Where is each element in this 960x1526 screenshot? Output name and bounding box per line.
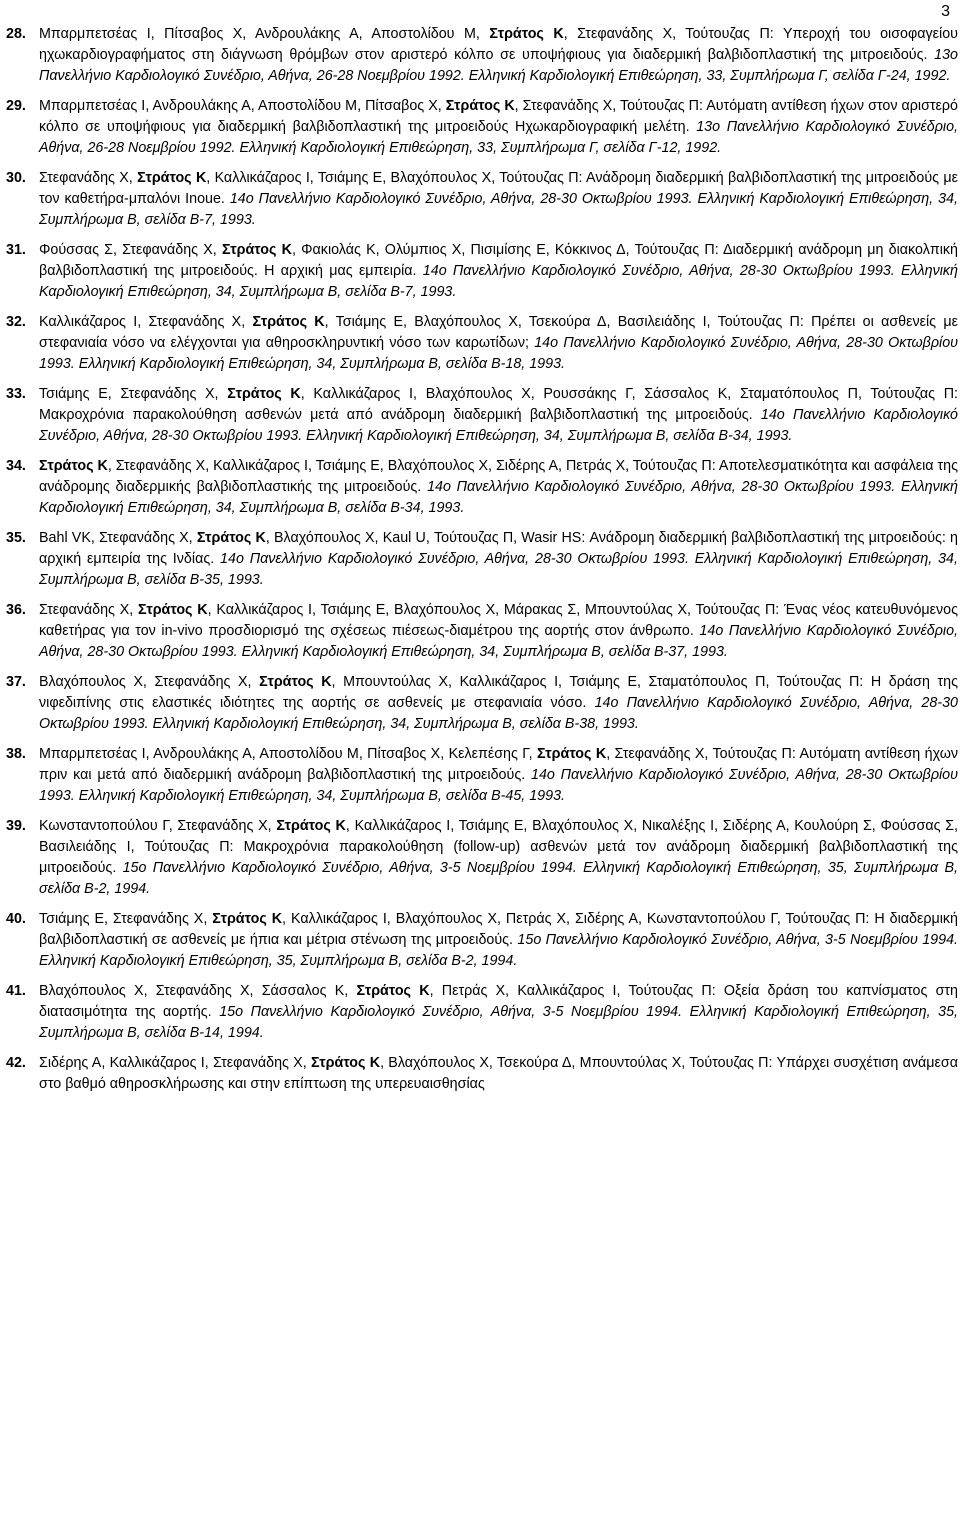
- reference-entry: [0, 981, 958, 1044]
- reference-authors: Μπαρμπετσέας Ι, Πίτσαβος Χ, Ανδρουλάκης Α, Αποστολίδου Μ,: [39, 26, 490, 42]
- reference-citation: 13ο Πανελλήνιο Καρδιολογικό Συνέδριο, Αθήνα, 26-28 Νοεμβρίου 1992. Ελληνική Καρδιολογική Επιθεώρηση, 33, Συμπλήρωμα Γ, σελίδα Γ-12, 1992.: [39, 119, 958, 156]
- reference-entry: [0, 816, 958, 900]
- reference-text: [39, 26, 958, 84]
- reference-authors: Τσιάμης Ε, Στεφανάδης Χ,: [39, 911, 213, 927]
- reference-highlighted-author: Στράτος Κ: [356, 983, 430, 999]
- reference-authors: Βλαχόπουλος Χ, Στεφανάδης Χ,: [39, 674, 260, 690]
- reference-title: , Τσιάμης Ε, Βλαχόπουλος Χ, Τσεκούρα Δ, Βασιλειάδης Ι, Τούτουζας Π: Πρέπει οι ασθενείς με στεφανιαία νόσο να ελέγχονται για αθηροσκληρυντική νόσο των καρωτίδων;: [39, 314, 958, 351]
- reference-entry: [0, 600, 958, 663]
- reference-highlighted-author: Στράτος Κ: [196, 530, 266, 546]
- reference-citation: 14ο Πανελλήνιο Καρδιολογικό Συνέδριο, Αθήνα, 28-30 Οκτωβρίου 1993. Ελληνική Καρδιολογική Επιθεώρηση, 34, Συμπλήρωμα Β, σελίδα Β-38, 1993.: [39, 695, 958, 732]
- reference-title: , Καλλικάζαρος Ι, Τσιάμης Ε, Βλαχόπουλος Χ, Νικαλέξης Ι, Σιδέρης Α, Κουλούρη Σ, Φούσσας Σ, Βασιλειάδης Ι, Τούτουζας Π: Μακροχρόνια παρακολούθηση (follow-up) ασθενών μετά τον ανάδρομη διαδερμική βαλβιδοπλαστική της μιτροειδούς.: [39, 818, 959, 876]
- reference-citation: 14ο Πανελλήνιο Καρδιολογικό Συνέδριο, Αθήνα, 28-30 Οκτωβρίου 1993. Ελληνική Καρδιολογική Επιθεώρηση, 34, Συμπλήρωμα Β, σελίδα Β-37, 1993.: [39, 623, 958, 660]
- reference-number: 33.: [6, 386, 26, 402]
- reference-title: , Μπουντούλας Χ, Καλλικάζαρος Ι, Τσιάμης Ε, Σταματόπουλος Π, Τούτουζας Π: Η δράση της νιφεδιπίνης στις ελαστικές ιδιότητες της αορτής σε ασθενείς με στεφανιαία νόσο.: [39, 674, 958, 711]
- reference-text: [39, 386, 958, 444]
- reference-citation: 14ο Πανελλήνιο Καρδιολογικό Συνέδριο, Αθήνα, 28-30 Οκτωβρίου 1993. Ελληνική Καρδιολογική Επιθεώρηση, 34, Συμπλήρωμα Β, σελίδα Β-35, 1993.: [39, 551, 958, 588]
- reference-text: [39, 170, 958, 228]
- reference-text: [39, 911, 958, 969]
- reference-title: , Καλλικάζαρος Ι, Τσιάμης Ε, Βλαχόπουλος Χ, Μάρακας Σ, Μπουντούλας Χ, Τούτουζας Π: Ένας νέος κατευθυνόμενος καθετήρας για τον in-vivo προσδιορισμό της σχέσεως πιέσεως-διαμέτρου της αορτής στον άνθρωπο.: [39, 602, 958, 639]
- reference-title: , Στεφανάδης Χ, Τούτουζας Π: Αυτόματη αντίθεση ήχων πριν και μετά από διαδερμική ανάδρομη βαλβιδοπλαστική της μιτροειδούς.: [39, 746, 958, 783]
- reference-text: [39, 602, 958, 660]
- reference-authors: Μπαρμπετσέας Ι, Ανδρουλάκης Α, Αποστολίδου Μ, Πίτσαβος Χ, Κελεπέσης Γ,: [39, 746, 537, 762]
- reference-entry: [0, 909, 958, 972]
- reference-entry: [0, 744, 958, 807]
- reference-title: , Καλλικάζαρος Ι, Βλαχόπουλος Χ, Ρουσσάκης Γ, Σάσσαλος Κ, Σταματόπουλος Π, Τούτουζας Π: Μακροχρόνια παρακολούθηση ασθενών μετά από ανάδρομη διαδερμική βαλβιδοπλαστική της μιτροειδούς.: [39, 386, 959, 423]
- reference-title: , Πετράς Χ, Καλλικάζαρος Ι, Τούτουζας Π: Οξεία δράση του καπνίσματος στη διατασιμότητα της αορτής.: [39, 983, 959, 1020]
- reference-authors: Φούσσας Σ, Στεφανάδης Χ,: [39, 242, 222, 258]
- reference-highlighted-author: Στράτος Κ: [259, 674, 332, 690]
- reference-number: 40.: [6, 911, 26, 927]
- reference-entry: [0, 672, 958, 735]
- reference-number: 35.: [6, 530, 26, 546]
- reference-entry: [0, 1053, 958, 1095]
- reference-number: 31.: [6, 242, 26, 258]
- reference-entry: [0, 96, 958, 159]
- reference-highlighted-author: Στράτος Κ: [310, 1055, 381, 1071]
- reference-highlighted-author: Στράτος Κ: [276, 818, 346, 834]
- reference-citation: 15ο Πανελλήνιο Καρδιολογικό Συνέδριο, Αθήνα, 3-5 Νοεμβρίου 1994. Ελληνική Καρδιολογική Επιθεώρηση, 35, Συμπλήρωμα Β, σελίδα Β-2, 1994.: [39, 932, 958, 969]
- reference-title: , Καλλικάζαρος Ι, Βλαχόπουλος Χ, Πετράς Χ, Σιδέρης Α, Κωνσταντοπούλου Γ, Τούτουζας Π: Η διαδερμική βαλβιδοπλαστική σε ασθενείς με ήπια και μέτρια στένωση της μιτροειδούς.: [39, 911, 958, 948]
- reference-number: 29.: [6, 98, 26, 114]
- reference-citation: 14ο Πανελλήνιο Καρδιολογικό Συνέδριο, Αθήνα, 28-30 Οκτωβρίου 1993. Ελληνική Καρδιολογική Επιθεώρηση, 34, Συμπλήρωμα Β, σελίδα Β-7, 1993.: [39, 263, 958, 300]
- reference-text: [39, 242, 958, 300]
- reference-number: 38.: [6, 746, 26, 762]
- reference-citation: 14ο Πανελλήνιο Καρδιολογικό Συνέδριο, Αθήνα, 28-30 Οκτωβρίου 1993. Ελληνική Καρδιολογική Επιθεώρηση, 34, Συμπλήρωμα Β, σελίδα Β-18, 1993.: [39, 335, 959, 372]
- reference-authors: Μπαρμπετσέας Ι, Ανδρουλάκης Α, Αποστολίδου Μ, Πίτσαβος Χ,: [39, 98, 446, 114]
- reference-number: 37.: [6, 674, 26, 690]
- reference-authors: Βλαχόπουλος Χ, Στεφανάδης Χ, Σάσσαλος Κ,: [39, 983, 357, 999]
- reference-number: 42.: [6, 1055, 26, 1071]
- reference-highlighted-author: Στράτος Κ: [445, 98, 515, 114]
- reference-entry: [0, 456, 958, 519]
- reference-text: [39, 746, 958, 804]
- page-number: 3: [941, 3, 950, 20]
- reference-number: 32.: [6, 314, 26, 330]
- reference-highlighted-author: Στράτος Κ: [212, 911, 283, 927]
- reference-citation: 15ο Πανελλήνιο Καρδιολογικό Συνέδριο, Αθήνα, 3-5 Νοεμβρίου 1994. Ελληνική Καρδιολογική Επιθεώρηση, 35, Συμπλήρωμα Β, σελίδα Β-14, 1994.: [39, 1004, 959, 1041]
- reference-title: , Στεφανάδης Χ, Τούτουζας Π: Υπεροχή του οισοφαγείου ηχωκαρδιογραφήματος στη διάγνωση θρόμβων στον αριστερό κόλπο σε υποψήφιους για διαδερμική βαλβιδοπλαστική της μιτροειδούς.: [39, 26, 959, 63]
- reference-citation: 14ο Πανελλήνιο Καρδιολογικό Συνέδριο, Αθήνα, 28-30 Οκτωβρίου 1993. Ελληνική Καρδιολογική Επιθεώρηση, 34, Συμπλήρωμα Β, σελίδα Β-7, 1993.: [39, 191, 958, 228]
- reference-title: , Βλαχόπουλος Χ, Τσεκούρα Δ, Μπουντούλας Χ, Τούτουζας Π: Υπάρχει συσχέτιση ανάμεσα στο βαθμό αθηροσκλήρωσης και στην επίπτωση της υπερευαισθησίας: [39, 1055, 958, 1092]
- reference-authors: Bahl VK, Στεφανάδης Χ,: [39, 530, 197, 546]
- reference-entry: [0, 24, 958, 87]
- reference-citation: 14ο Πανελλήνιο Καρδιολογικό Συνέδριο, Αθήνα, 28-30 Οκτωβρίου 1993. Ελληνική Καρδιολογική Επιθεώρηση, 34, Συμπλήρωμα Β, σελίδα Β-34, 1993.: [39, 479, 958, 516]
- reference-text: [39, 818, 958, 897]
- reference-number: 34.: [6, 458, 26, 474]
- reference-text: [39, 98, 958, 156]
- reference-title: , Στεφανάδης Χ, Τούτουζας Π: Αυτόματη αντίθεση ήχων στον αριστερό κόλπο σε υποψήφιους για διαδερμική βαλβιδοπλαστική της μιτροειδούς Ηχωκαρδιογραφική μελέτη.: [39, 98, 959, 135]
- reference-entry: [0, 168, 958, 231]
- reference-highlighted-author: Στράτος Κ: [536, 746, 607, 762]
- reference-entry: [0, 312, 958, 375]
- reference-entry: [0, 528, 958, 591]
- reference-citation: 13ο Πανελλήνιο Καρδιολογικό Συνέδριο, Αθήνα, 26-28 Νοεμβρίου 1992. Ελληνική Καρδιολογική Επιθεώρηση, 33, Συμπλήρωμα Γ, σελίδα Γ-24, 1992.: [39, 47, 958, 84]
- reference-text: [39, 674, 958, 732]
- reference-authors: Κωνσταντοπούλου Γ, Στεφανάδης Χ,: [39, 818, 277, 834]
- reference-authors: Τσιάμης Ε, Στεφανάδης Χ,: [39, 386, 228, 402]
- reference-highlighted-author: Στράτος Κ: [227, 386, 301, 402]
- reference-title: , Βλαχόπουλος Χ, Kaul U, Τούτουζας Π, Wasir HS: Ανάδρομη διαδερμική βαλβιδοπλαστική της μιτροειδούς: η αρχική εμπειρία της Ινδίας.: [39, 530, 959, 567]
- reference-number: 41.: [6, 983, 26, 999]
- reference-highlighted-author: Στράτος Κ: [221, 242, 292, 258]
- reference-text: [39, 530, 958, 588]
- reference-highlighted-author: Στράτος Κ: [39, 458, 108, 474]
- reference-authors: Στεφανάδης Χ,: [39, 170, 138, 186]
- reference-title: , Φακιολάς Κ, Ολύμπιος Χ, Πισιμίσης Ε, Κόκκινος Δ, Τούτουζας Π: Διαδερμική ανάδρομη μη διακολπική βαλβιδοπλαστική της μιτροειδούς. Η αρχική μας εμπειρία.: [39, 242, 959, 279]
- reference-authors: Στεφανάδης Χ,: [39, 602, 138, 618]
- reference-entry: [0, 240, 958, 303]
- reference-highlighted-author: Στράτος Κ: [137, 170, 207, 186]
- reference-authors: Σιδέρης Α, Καλλικάζαρος Ι, Στεφανάδης Χ,: [39, 1055, 311, 1071]
- reference-highlighted-author: Στράτος Κ: [489, 26, 564, 42]
- reference-title: , Καλλικάζαρος Ι, Τσιάμης Ε, Βλαχόπουλος Χ, Τούτουζας Π: Ανάδρομη διαδερμική βαλβιδοπλαστική της μιτροειδούς με τον καθετήρα-μπαλόνι Inoue.: [39, 170, 958, 207]
- reference-title: , Στεφανάδης Χ, Καλλικάζαρος Ι, Τσιάμης Ε, Βλαχόπουλος Χ, Σιδέρης Α, Πετράς Χ, Τούτουζας Π: Αποτελεσματικότητα και ασφάλεια της ανάδρομης διαδερμικής βαλβιδοπλαστικής της μιτροειδούς.: [39, 458, 959, 495]
- reference-text: [39, 458, 958, 516]
- reference-number: 30.: [6, 170, 26, 186]
- reference-citation: 15ο Πανελλήνιο Καρδιολογικό Συνέδριο, Αθήνα, 3-5 Νοεμβρίου 1994. Ελληνική Καρδιολογική Επιθεώρηση, 35, Συμπλήρωμα Β, σελίδα Β-2, 1994.: [39, 860, 958, 897]
- reference-highlighted-author: Στράτος Κ: [137, 602, 208, 618]
- reference-text: [39, 1055, 958, 1092]
- reference-entry: [0, 384, 958, 447]
- reference-number: 39.: [6, 818, 26, 834]
- reference-text: [39, 314, 958, 372]
- reference-list: [0, 24, 958, 1104]
- reference-authors: Καλλικάζαρος Ι, Στεφανάδης Χ,: [39, 314, 253, 330]
- reference-number: 28.: [6, 26, 26, 42]
- reference-citation: 14ο Πανελλήνιο Καρδιολογικό Συνέδριο, Αθήνα, 28-30 Οκτωβρίου 1993. Ελληνική Καρδιολογική Επιθεώρηση, 34, Συμπλήρωμα Β, σελίδα Β-34, 1993.: [39, 407, 958, 444]
- reference-citation: 14ο Πανελλήνιο Καρδιολογικό Συνέδριο, Αθήνα, 28-30 Οκτωβρίου 1993. Ελληνική Καρδιολογική Επιθεώρηση, 34, Συμπλήρωμα Β, σελίδα Β-45, 1993.: [39, 767, 958, 804]
- reference-highlighted-author: Στράτος Κ: [252, 314, 325, 330]
- reference-text: [39, 983, 958, 1041]
- reference-number: 36.: [6, 602, 26, 618]
